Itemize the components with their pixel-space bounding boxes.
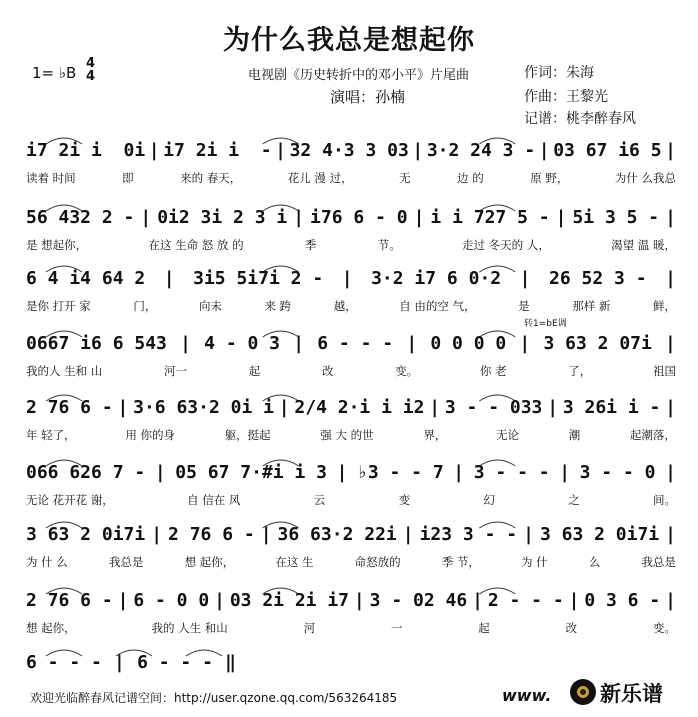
- note-group: 0 3 6 -: [584, 590, 661, 611]
- lyric-segment: 鲜，: [652, 299, 676, 313]
- barline: |: [341, 268, 353, 289]
- note-group: 03 2i 2i i7: [229, 590, 350, 611]
- lyric-segment: 为 什: [521, 555, 548, 569]
- barline: |: [151, 524, 163, 545]
- staff-row: [26, 140, 676, 200]
- notes-line: [26, 397, 676, 427]
- note-group: 2 76 6 -: [168, 524, 255, 545]
- note-group: 6 - - -: [317, 333, 394, 354]
- note-group: 26 52 3 -: [549, 268, 647, 289]
- barline: |: [453, 462, 465, 483]
- lyrics-line: [26, 427, 676, 445]
- lyric-segment: 我的人 生和 山: [26, 364, 103, 378]
- barline: |: [148, 140, 160, 161]
- barline: |: [559, 462, 571, 483]
- lyrics-line: [26, 170, 676, 188]
- note-group: 32 4·3 3 03: [289, 140, 409, 161]
- lyric-segment: 是你 打开 家: [26, 299, 91, 313]
- record-disc-icon: [570, 679, 596, 705]
- notes-line: [26, 140, 676, 170]
- staff-row: [26, 590, 676, 650]
- meter-bottom: 4: [86, 69, 96, 84]
- time-signature: [86, 57, 95, 83]
- lyric-segment: 云: [313, 493, 326, 507]
- lyric-segment: 为 什 么: [26, 555, 68, 569]
- lyric-segment: 自 由的空 气，: [399, 299, 476, 313]
- staff-row: [26, 333, 676, 393]
- note-group: 3·6 63·2 0i i: [133, 397, 274, 418]
- barline: |: [547, 397, 559, 418]
- note-group: 3 63 2 07i: [543, 333, 652, 354]
- lyric-segment: 门，: [133, 299, 157, 313]
- note-group: 2 76 6 -: [26, 590, 113, 611]
- lyric-segment: 改: [565, 621, 578, 635]
- note-group: 3 26i i -: [562, 397, 661, 418]
- lyrics-line: [26, 298, 676, 316]
- lyricist-credit: 作词：朱海: [524, 65, 594, 81]
- lyric-segment: 渴望 温 暖，: [611, 238, 676, 252]
- barline: |: [293, 333, 305, 354]
- barline: |: [665, 140, 676, 161]
- staff-row: [26, 462, 676, 522]
- barline: |: [163, 268, 175, 289]
- lyric-segment: 无论: [496, 428, 520, 442]
- note-group: 0667 i6 6 543: [26, 333, 167, 354]
- lyrics-line: [26, 363, 676, 381]
- note-group: i7 2i i 0i: [26, 140, 146, 161]
- barline: |: [523, 524, 534, 545]
- site-watermark: www.: [502, 686, 552, 705]
- note-group: 03 67 i6 5: [553, 140, 662, 161]
- note-group: 3i5 5i7i 2 -: [193, 268, 324, 289]
- notes-line: [26, 268, 676, 298]
- lyric-segment: 用 你的身: [125, 428, 175, 442]
- note-group: 05 67 7·#i i 3: [175, 462, 327, 483]
- staff-row: [26, 397, 676, 457]
- lyric-segment: 起: [478, 621, 490, 635]
- lyric-segment: 来 跨: [264, 299, 292, 313]
- barline: |: [353, 590, 365, 611]
- barline: |: [665, 397, 676, 418]
- barline: |: [293, 207, 305, 228]
- barline: |: [278, 397, 290, 418]
- barline: |: [519, 268, 531, 289]
- lyric-segment: 么: [588, 555, 601, 569]
- barline: |: [154, 462, 166, 483]
- lyric-segment: 即: [122, 171, 134, 185]
- barline: |: [665, 524, 676, 545]
- note-group: 0 0 0 0: [430, 333, 507, 354]
- notes-line: [26, 524, 676, 554]
- lyrics-line: [26, 237, 676, 255]
- barline: |: [117, 590, 129, 611]
- note-group: i i 727 5 -: [430, 207, 550, 228]
- barline: |: [413, 207, 425, 228]
- barline: |: [406, 333, 418, 354]
- barline: ‖: [225, 652, 236, 673]
- note-group: 3 63 2 0i7i: [539, 524, 660, 545]
- barline: |: [665, 462, 676, 483]
- lyric-segment: 无论 花开花 谢，: [26, 493, 114, 507]
- barline: |: [665, 333, 676, 354]
- note-group: 3·2 i7 6 0·2: [371, 268, 502, 289]
- barline: |: [555, 207, 567, 228]
- note-group: i23 3 - -: [419, 524, 518, 545]
- lyric-segment: 走过 冬天的 人，: [462, 238, 550, 252]
- barline: |: [472, 590, 483, 611]
- staff-row: [26, 207, 676, 267]
- notes-line: [26, 590, 676, 620]
- notes-line: [26, 333, 676, 363]
- barline: |: [412, 140, 424, 161]
- lyric-segment: 年 轻了，: [26, 428, 76, 442]
- note-group: i76 6 - 0: [310, 207, 408, 228]
- staff-row: [26, 268, 676, 328]
- note-group: 3 63 2 0i7i: [26, 524, 146, 545]
- footer-visit-text: 欢迎光临醉春风记谱空间：http://user.qzone.qq.com/563264185: [30, 691, 398, 705]
- singer-credit: 演唱：孙楠: [330, 88, 406, 106]
- lyric-segment: 强 大 的世: [320, 428, 374, 442]
- lyric-segment: 界，: [423, 428, 447, 442]
- note-group: 56 432 2 -: [26, 207, 135, 228]
- note-group: 3 - - 033: [444, 397, 543, 418]
- note-group: ♭3 - - 7: [357, 462, 444, 483]
- note-group: i7 2i i -: [163, 140, 272, 161]
- lyric-segment: 花儿 漫 过，: [287, 171, 353, 185]
- notes-line: [26, 652, 236, 682]
- logo: [566, 676, 686, 710]
- note-group: 6 - - -: [26, 652, 102, 673]
- barline: |: [214, 590, 225, 611]
- barline: |: [538, 140, 550, 161]
- note-group: 6 - 0 0: [133, 590, 210, 611]
- lyric-segment: 无: [399, 171, 411, 185]
- lyric-segment: 为什 么我总: [614, 171, 676, 185]
- note-group: 2 - - -: [487, 590, 564, 611]
- lyrics-line: [26, 492, 676, 510]
- barline: |: [140, 207, 152, 228]
- song-title: 为什么我总是想起你: [223, 25, 475, 56]
- barline: |: [665, 207, 676, 228]
- lyric-segment: 起潮落，: [629, 428, 676, 442]
- lyric-segment: 季 节，: [441, 555, 480, 569]
- note-group: 4 - 0 3: [204, 333, 280, 354]
- lyric-segment: 那样 新: [572, 299, 611, 313]
- lyric-segment: 向未: [198, 299, 222, 313]
- note-group: 5i 3 5 -: [572, 207, 660, 228]
- lyrics-line: [26, 620, 676, 638]
- note-group: 0i2 3i 2 3 i: [157, 207, 288, 228]
- lyric-segment: 命怒放的: [354, 555, 401, 569]
- lyric-segment: 来的 春天，: [180, 171, 242, 185]
- logo-text: 新乐谱: [600, 682, 663, 706]
- staff-row: [26, 524, 676, 584]
- lyric-segment: 幻: [483, 493, 495, 507]
- barline: |: [402, 524, 414, 545]
- lyric-segment: 变: [398, 493, 411, 507]
- lyric-segment: 原 野，: [530, 171, 569, 185]
- note-group: 36 63·2 22i: [277, 524, 397, 545]
- barline: |: [336, 462, 348, 483]
- lyric-segment: 你 老: [479, 364, 507, 378]
- barline: |: [568, 590, 580, 611]
- lyric-segment: 我总是: [108, 555, 144, 569]
- lyric-segment: 河一: [164, 364, 188, 378]
- note-group: 066 626 7 -: [26, 462, 146, 483]
- lyric-segment: 祖国: [653, 364, 676, 378]
- lyric-segment: 躯，挺起: [224, 428, 271, 442]
- note-group: 2 76 6 -: [26, 397, 113, 418]
- lyric-segment: 读着 时间: [26, 171, 76, 185]
- lyric-segment: 之: [568, 493, 580, 507]
- key-change-annotation: 转1=bE调: [524, 319, 567, 329]
- lyric-segment: 河: [303, 621, 316, 635]
- barline: |: [519, 333, 531, 354]
- lyric-segment: 在这 生: [275, 555, 314, 569]
- lyric-segment: 间。: [653, 493, 676, 507]
- note-group: 3 - - -: [473, 462, 550, 483]
- meter-top: 4: [86, 56, 96, 71]
- lyric-segment: 季: [304, 238, 317, 252]
- lyric-segment: 是 想起你，: [26, 238, 88, 252]
- barline: |: [180, 333, 191, 354]
- key-signature: 1= ♭B: [32, 64, 77, 82]
- lyric-segment: 起: [248, 364, 261, 378]
- barline: |: [117, 397, 129, 418]
- barline: |: [665, 268, 676, 289]
- barline: |: [429, 397, 441, 418]
- lyric-segment: 自 信在 风: [187, 493, 241, 507]
- barline: |: [260, 524, 272, 545]
- lyric-segment: 我的 人生 和山: [151, 621, 228, 635]
- lyric-segment: 想 起你，: [26, 621, 76, 635]
- barline: |: [114, 652, 125, 673]
- lyric-segment: 我总是: [641, 555, 676, 569]
- lyric-segment: 是: [518, 299, 530, 313]
- barline: |: [275, 140, 287, 161]
- composer-credit: 作曲：王黎光: [524, 89, 608, 105]
- lyric-segment: 一: [390, 621, 403, 635]
- note-group: 6 4 i4 64 2: [26, 268, 146, 289]
- lyric-segment: 边 的: [457, 171, 484, 185]
- lyric-segment: 节。: [377, 238, 401, 252]
- notes-line: [26, 462, 676, 492]
- lyric-segment: 想 起你，: [184, 555, 235, 569]
- subtitle: 电视剧《历史转折中的邓小平》片尾曲: [248, 68, 470, 83]
- barline: |: [665, 590, 676, 611]
- lyric-segment: 改: [321, 364, 334, 378]
- lyrics-line: [26, 554, 676, 572]
- lyric-segment: 变。: [652, 621, 676, 635]
- lyric-segment: 变。: [395, 364, 419, 378]
- note-group: 3 - 02 46: [369, 590, 468, 611]
- transcriber-credit: 记谱：桃李醉春风: [524, 111, 636, 127]
- lyric-segment: 越，: [333, 299, 357, 313]
- notes-line: [26, 207, 676, 237]
- note-group: 3·2 24 3 -: [426, 140, 536, 161]
- lyric-segment: 在这 生命 怒 放 的: [148, 238, 244, 252]
- note-group: 3 - - 0: [579, 462, 656, 483]
- note-group: 6 - - -: [137, 652, 213, 673]
- lyric-segment: 潮: [568, 428, 581, 442]
- note-group: 2/4 2·i i i2: [294, 397, 425, 418]
- lyric-segment: 了，: [568, 364, 592, 378]
